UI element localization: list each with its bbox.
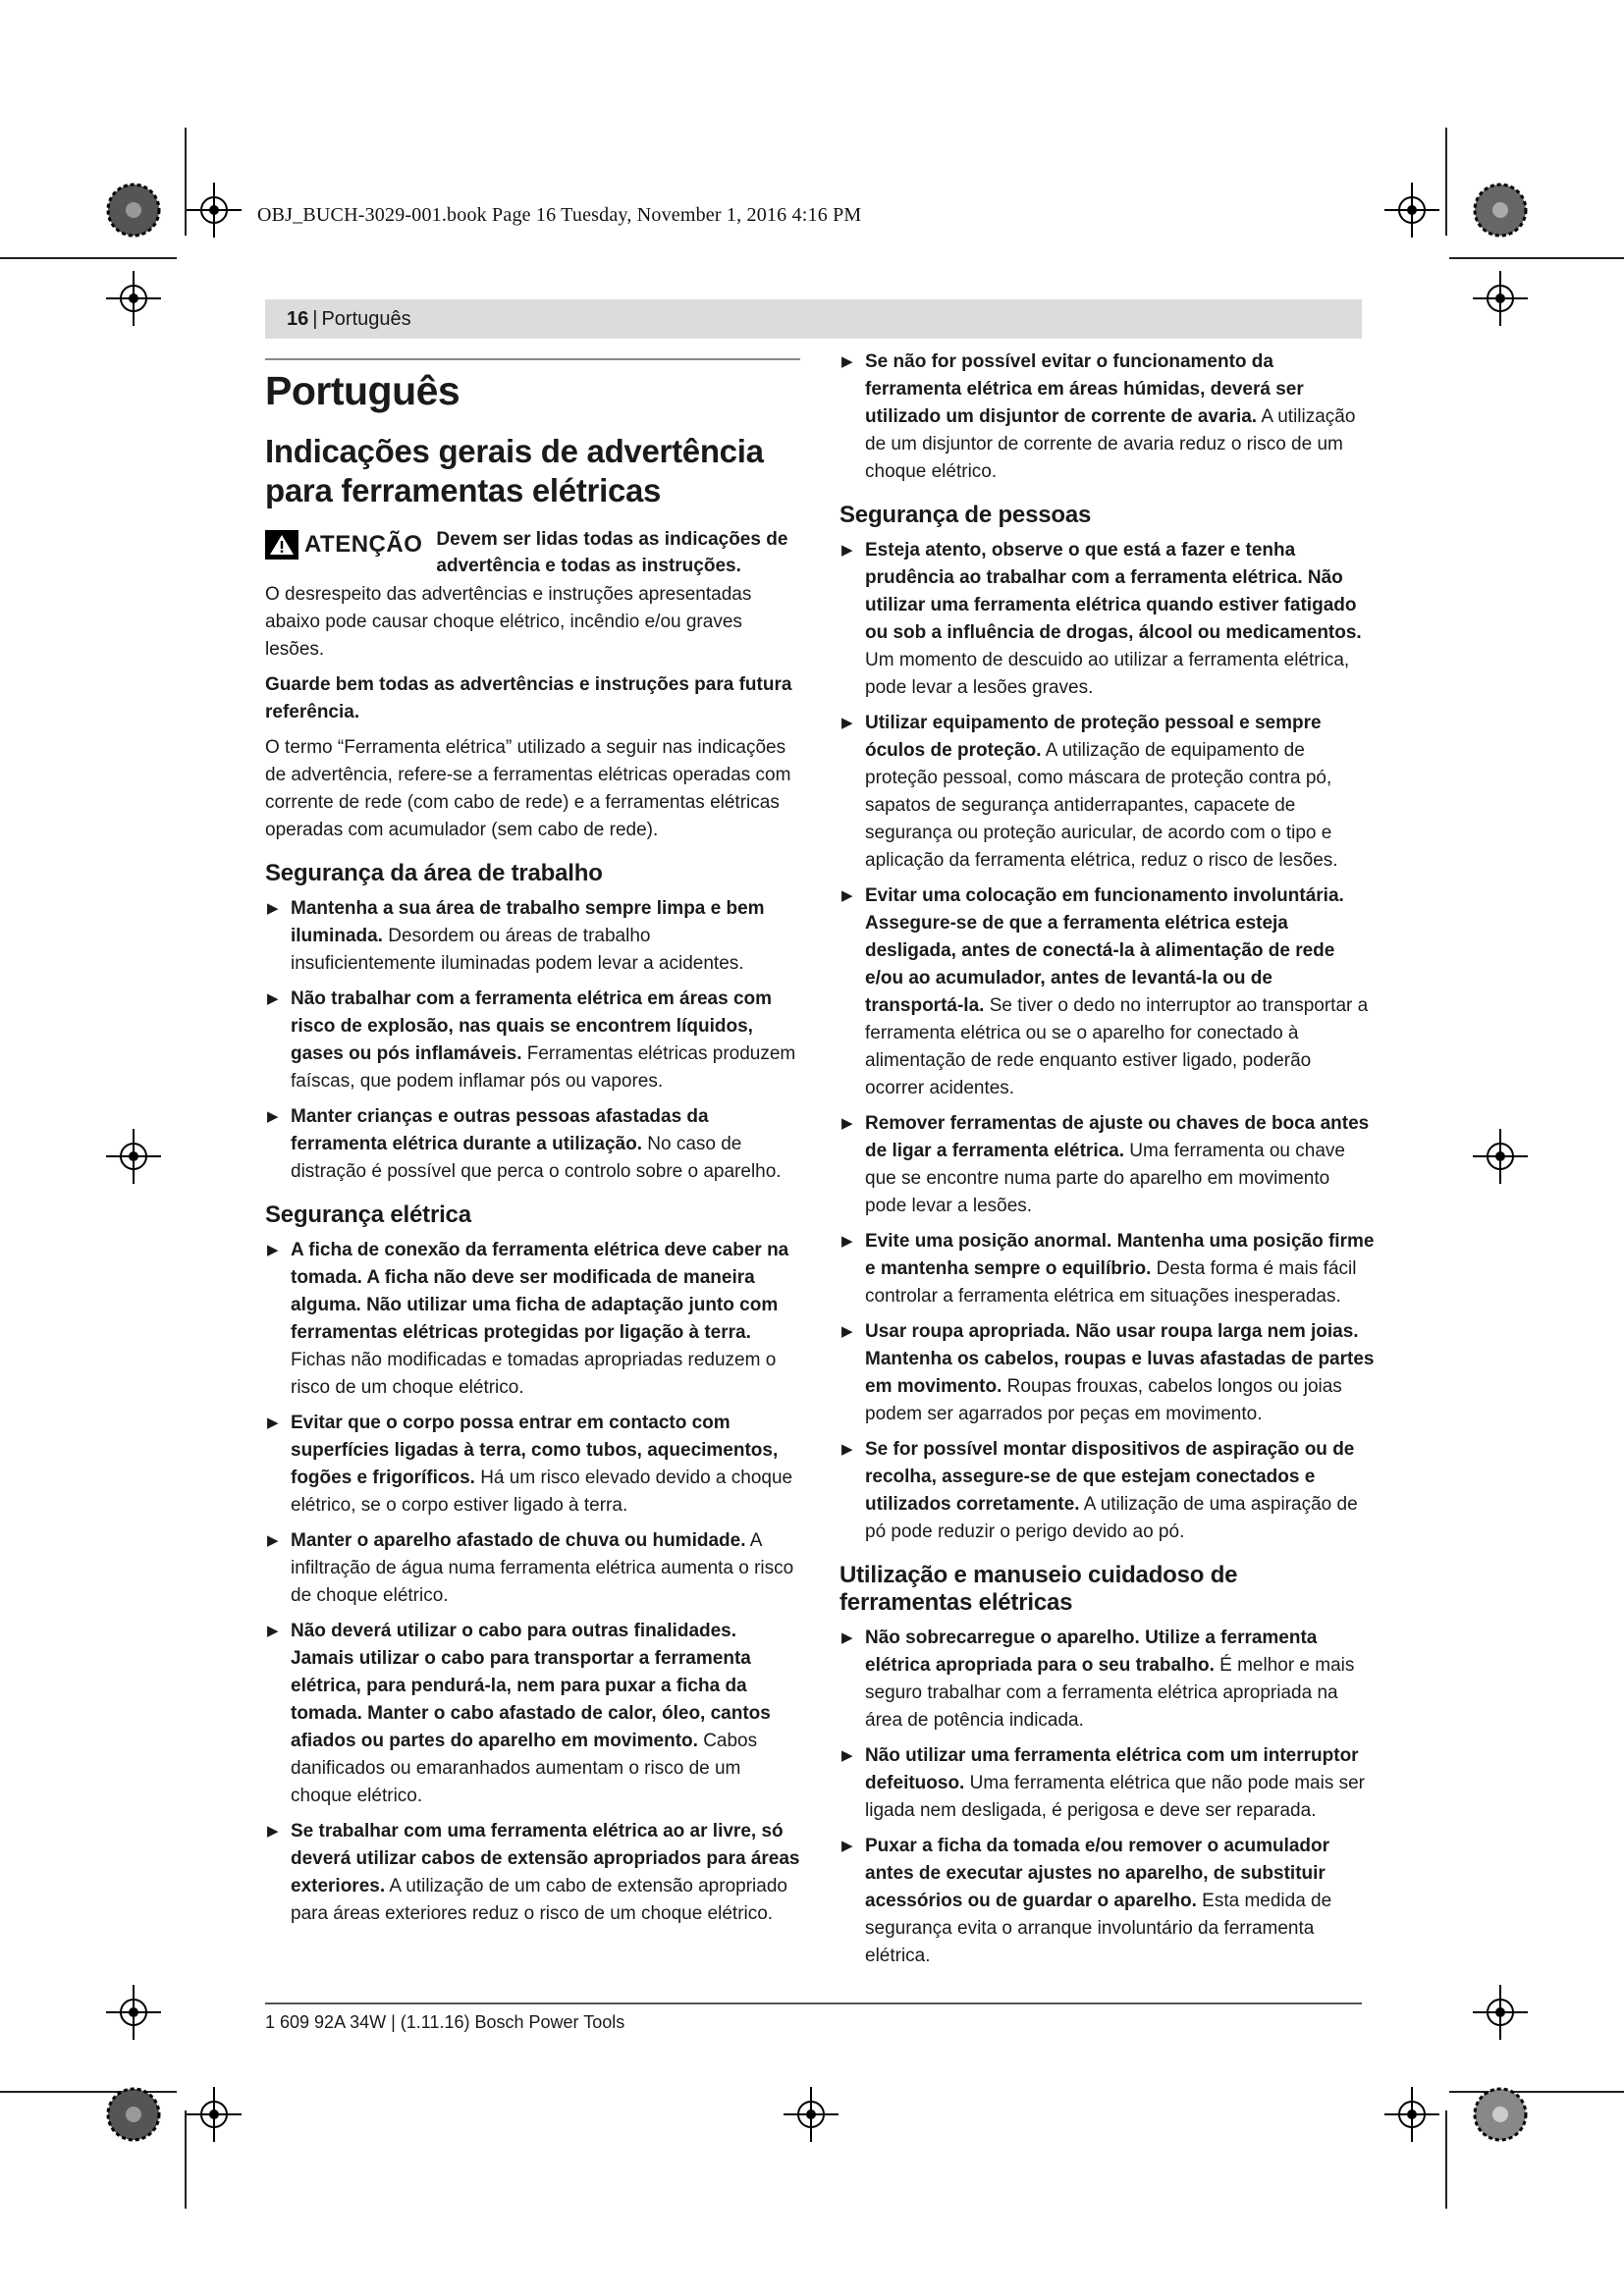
left-column [265,353,800,1936]
bullet-triangle-icon: ▶ [267,1532,279,1549]
item-bold-text: Manter crianças e outras pessoas afastadas da ferramenta elétrica durante a utilização. [291,1106,709,1154]
registration-mark-icon [1473,1129,1528,1184]
registration-mark-icon [187,2087,242,2142]
electrical-list [265,1237,800,1928]
item-text: Esta medida de segurança evita o arranque involuntário da ferramenta elétrica. [865,1891,1332,1966]
section-title: Indicações gerais de advertência para ferramentas elétricas [265,433,764,508]
registration-mark-icon [187,183,242,238]
item-text: Um momento de descuido ao utilizar a ferramenta elétrica, pode levar a lesões graves. [865,650,1350,698]
bullet-triangle-icon: ▶ [267,900,279,917]
bullet-triangle-icon: ▶ [841,1747,853,1764]
title-rule [265,358,800,360]
registration-mark-icon [106,271,161,326]
bullet-triangle-icon: ▶ [841,715,853,731]
calibration-wheel-icon [106,183,161,238]
registration-mark-icon [106,1985,161,2040]
bullet-triangle-icon: ▶ [841,1441,853,1458]
registration-mark-icon [106,1129,161,1184]
bullet-triangle-icon: ▶ [267,1242,279,1258]
item-text: Se tiver o dedo no interruptor ao transportar a ferramenta elétrica ou se o aparelho for conectado à alimentação de rede enquanto estiver ligado, poderão ocorrer acidentes. [865,995,1369,1098]
list-item [839,1833,1375,1970]
bullet-triangle-icon: ▶ [841,1115,853,1132]
bullet-triangle-icon: ▶ [841,1629,853,1646]
list-item [265,1237,800,1402]
item-text: Desordem ou áreas de trabalho insuficientemente iluminadas podem levar a acidentes. [291,926,744,974]
crop-mark [1449,257,1624,259]
crop-mark [0,257,177,259]
warning-badge [265,530,422,560]
warning-triangle-icon [265,530,298,560]
right-column [839,348,1375,1978]
list-item [839,1742,1375,1825]
warning-block [265,526,800,579]
list-item [839,1318,1375,1428]
list-item [265,1103,800,1186]
work-area-list [265,895,800,1186]
warning-text: Devem ser lidas todas as indicações de advertência e todas as instruções. [436,529,788,576]
item-bold-text: Se for possível montar dispositivos de aspiração ou de recolha, assegure-se de que estejam conectados e utilizados corretamente. [865,1439,1355,1515]
item-text: Cabos danificados ou emaranhados aumentam o risco de um choque elétrico. [291,1731,758,1806]
page-number: 16 [287,307,309,330]
page-header [265,299,1362,339]
list-item [839,1110,1375,1220]
item-bold-text: Se trabalhar com uma ferramenta elétrica ao ar livre, só deverá utilizar cabos de extensão apropriados para áreas exteriores. [291,1821,800,1896]
item-bold-text: Não trabalhar com a ferramenta elétrica em áreas com risco de explosão, nas quais se encontrem líquidos, gases ou pós inflamáveis. [291,988,773,1064]
usage-list [839,1625,1375,1970]
book-info-line: OBJ_BUCH-3029-001.book Page 16 Tuesday, November 1, 2016 4:16 PM [257,204,862,226]
item-bold-text: Puxar a ficha da tomada e/ou remover o acumulador antes de executar ajustes no aparelho, de substituir acessórios ou de guardar o aparelho. [865,1836,1330,1911]
bullet-triangle-icon: ▶ [267,1108,279,1125]
header-language: Português [321,307,411,330]
electrical-heading: Segurança elétrica [265,1201,471,1228]
item-text: Há um risco elevado devido a choque elétrico, se o corpo estiver ligado à terra. [291,1468,793,1516]
personal-list [839,537,1375,1546]
bullet-triangle-icon: ▶ [841,542,853,559]
item-bold-text: Esteja atento, observe o que está a fazer e tenha prudência ao trabalhar com a ferramenta elétrica. Não utilizar uma ferramenta elétrica quando estiver fatigado ou sob a influência de drogas, álcool ou medicamentos. [865,540,1362,643]
item-text: É melhor e mais seguro trabalhar com a ferramenta elétrica apropriada na área de potência indicada. [865,1655,1355,1731]
bullet-triangle-icon: ▶ [841,1838,853,1854]
item-bold-text: Evitar uma colocação em funcionamento involuntária. Assegure-se de que a ferramenta elétrica esteja desligada, antes de conectá-la à alimentação de rede e/ou ao acumulador, antes de levantá-la ou de transportá-la. [865,885,1344,1016]
bullet-triangle-icon: ▶ [841,1323,853,1340]
calibration-wheel-icon [1473,2087,1528,2142]
registration-mark-icon [1473,271,1528,326]
term-definition-paragraph: O termo “Ferramenta elétrica” utilizado a seguir nas indicações de advertência, refere-se a ferramentas elétricas operadas com corrente de rede (com cabo de rede) e a ferramentas elétricas operadas com acumulador (sem cabo de rede). [265,737,791,840]
bullet-triangle-icon: ▶ [267,990,279,1007]
item-bold-text: Remover ferramentas de ajuste ou chaves de boca antes de ligar a ferramenta elétrica. [865,1113,1370,1161]
list-item [265,1618,800,1810]
item-bold-text: Manter o aparelho afastado de chuva ou humidade. [291,1530,746,1551]
item-text: Desta forma é mais fácil controlar a ferramenta elétrica em situações inesperadas. [865,1258,1357,1307]
list-item [839,348,1375,486]
item-text: A utilização de uma aspiração de pó pode reduzir o perigo devido ao pó. [865,1494,1358,1542]
item-bold-text: Se não for possível evitar o funcionamento da ferramenta elétrica em áreas húmidas, deverá ser utilizado um disjuntor de corrente de avaria. [865,351,1304,427]
item-text: A utilização de equipamento de proteção pessoal, como máscara de proteção contra pó, sapatos de segurança antiderrapantes, capacete de segurança ou proteção auricular, de acordo com o tipo e aplicação da ferramenta elétrica, reduz o risco de lesões. [865,740,1338,871]
item-text: Uma ferramenta ou chave que se encontre numa parte do aparelho em movimento pode levar a lesões. [865,1141,1345,1216]
usage-heading: Utilização e manuseio cuidadoso de ferramentas elétricas [839,1562,1238,1616]
list-item [839,1436,1375,1546]
item-text: A infiltração de água numa ferramenta elétrica aumenta o risco de choque elétrico. [291,1530,794,1606]
footer-rule [265,2002,1362,2004]
item-bold-text: A ficha de conexão da ferramenta elétrica deve caber na tomada. A ficha não deve ser modificada de maneira alguma. Não utilizar uma ficha de adaptação junto com ferramentas elétricas protegidas por ligação à terra. [291,1240,789,1343]
list-item [265,986,800,1095]
item-text: Fichas não modificadas e tomadas apropriadas reduzem o risco de um choque elétrico. [291,1350,777,1398]
item-bold-text: Usar roupa apropriada. Não usar roupa larga nem joias. Mantenha os cabelos, roupas e luvas afastadas de partes em movimento. [865,1321,1375,1397]
item-text: A utilização de um disjuntor de corrente de avaria reduz o risco de um choque elétrico. [865,406,1356,482]
electrical-list-continued [839,348,1375,486]
page-title: Português [265,368,460,413]
personal-heading: Segurança de pessoas [839,502,1092,528]
work-area-heading: Segurança da área de trabalho [265,860,603,886]
item-bold-text: Mantenha a sua área de trabalho sempre limpa e bem iluminada. [291,898,765,946]
item-text: Uma ferramenta elétrica que não pode mais ser ligada nem desligada, é perigosa e deve ser reparada. [865,1773,1365,1821]
header-separator: | [312,307,318,330]
registration-mark-icon [1384,2087,1439,2142]
list-item [839,1625,1375,1735]
list-item [839,710,1375,875]
list-item [265,895,800,978]
intro-paragraph: O desrespeito das advertências e instruções apresentadas abaixo pode causar choque elétrico, incêndio e/ou graves lesões. [265,584,752,660]
list-item [839,1228,1375,1310]
bullet-triangle-icon: ▶ [267,1823,279,1840]
bullet-triangle-icon: ▶ [841,1233,853,1250]
list-item [839,537,1375,702]
item-bold-text: Evitar que o corpo possa entrar em contacto com superfícies ligadas à terra, como tubos, aquecimentos, fogões e frigoríficos. [291,1413,779,1488]
registration-mark-icon [1384,183,1439,238]
item-bold-text: Não sobrecarregue o aparelho. Utilize a ferramenta elétrica apropriada para o seu trabalho. [865,1628,1318,1676]
item-bold-text: Não utilizar uma ferramenta elétrica com um interruptor defeituoso. [865,1745,1359,1793]
bullet-triangle-icon: ▶ [841,353,853,370]
bullet-triangle-icon: ▶ [267,1623,279,1639]
item-bold-text: Utilizar equipamento de proteção pessoal e sempre óculos de proteção. [865,713,1322,761]
registration-mark-icon [784,2087,839,2142]
crop-mark [1445,2110,1447,2209]
crop-mark [1445,128,1447,236]
calibration-wheel-icon [1473,183,1528,238]
list-item [265,1818,800,1928]
warning-label: ATENÇÃO [304,531,423,558]
item-bold-text: Evite uma posição anormal. Mantenha uma posição firme e mantenha sempre o equilíbrio. [865,1231,1375,1279]
keep-instructions-paragraph: Guarde bem todas as advertências e instruções para futura referência. [265,674,792,722]
item-bold-text: Não deverá utilizar o cabo para outras finalidades. Jamais utilizar o cabo para transportar a ferramenta elétrica, para pendurá-la, nem para puxar a ficha da tomada. Manter o cabo afastado de calor, óleo, cantos afiados ou partes do aparelho em movimento. [291,1621,771,1751]
bullet-triangle-icon: ▶ [267,1415,279,1431]
list-item [265,1410,800,1520]
bullet-triangle-icon: ▶ [841,887,853,904]
list-item [839,882,1375,1102]
item-text: Roupas frouxas, cabelos longos ou joias podem ser agarrados por peças em movimento. [865,1376,1342,1424]
registration-mark-icon [1473,1985,1528,2040]
list-item [265,1527,800,1610]
item-text: No caso de distração é possível que perca o controlo sobre o aparelho. [291,1134,782,1182]
item-text: Ferramentas elétricas produzem faíscas, que podem inflamar pós ou vapores. [291,1043,796,1092]
page-footer: 1 609 92A 34W | (1.11.16) Bosch Power Tools [265,2012,625,2032]
item-text: A utilização de um cabo de extensão apropriado para áreas exteriores reduz o risco de um choque elétrico. [291,1876,787,1924]
calibration-wheel-icon [106,2087,161,2142]
